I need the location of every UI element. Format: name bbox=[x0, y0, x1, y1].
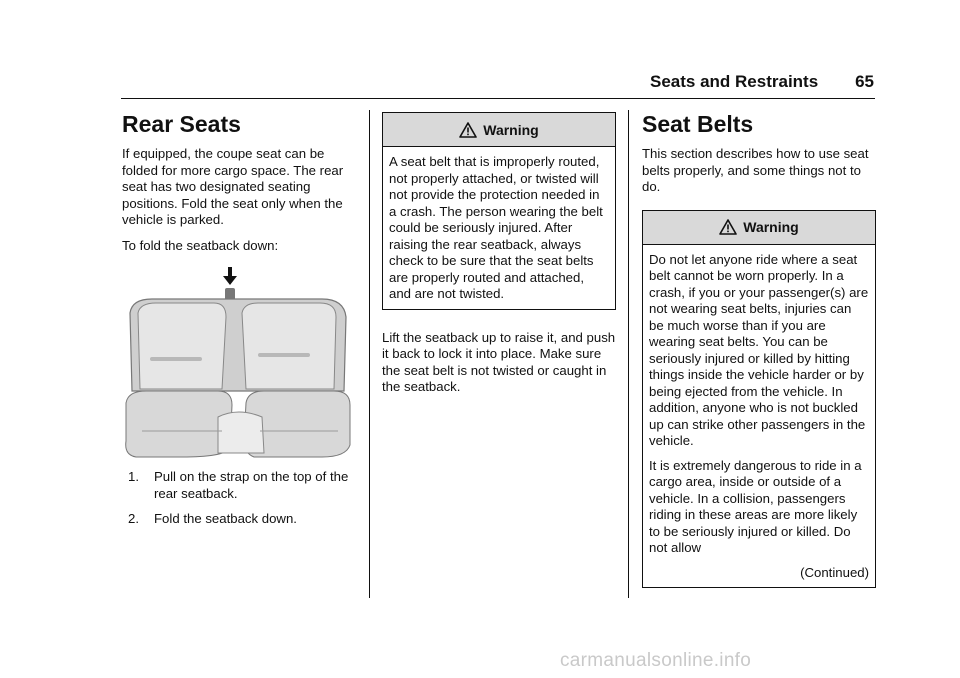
column-warning bbox=[382, 108, 616, 405]
column-seat-belts bbox=[642, 108, 876, 588]
warning-title: Warning bbox=[483, 121, 539, 138]
section-title: Seats and Restraints bbox=[650, 72, 819, 91]
list-item bbox=[122, 511, 356, 528]
warning-triangle-icon bbox=[719, 219, 737, 235]
column-divider-2 bbox=[628, 110, 629, 598]
warning-paragraph-2: It is extremely dangerous to ride in a cargo area, inside or outside of a vehicle. In a collision, passengers riding in these areas are more likely to be seriously injured or killed. Do not allow bbox=[649, 457, 862, 555]
warning-paragraph-1: Do not let anyone ride where a seat belt cannot be worn properly. In a crash, if you or your passenger(s) are not wearing seat belts, injuries can be much worse than if you are wearing seat belts. You can be seriously injured or killed by hitting things inside the vehicle harder or by being ejected from the vehicle. In addition, anyone who is not buckled up can strike other passengers in the vehicle. bbox=[649, 251, 869, 448]
step-text: Fold the seatback down. bbox=[154, 511, 297, 526]
rear-seat-illustration bbox=[122, 263, 356, 459]
warning-title: Warning bbox=[743, 219, 799, 235]
warning-header bbox=[383, 113, 615, 147]
rear-seats-intro: If equipped, the coupe seat can be folded for more cargo space. The rear seat has two designated seating positions. Fold the seat only when the vehicle is parked. bbox=[122, 146, 344, 227]
warning-box bbox=[382, 112, 616, 310]
seat-belts-heading: Seat Belts bbox=[642, 111, 754, 137]
step-number: 2. bbox=[128, 511, 139, 526]
fold-steps-list bbox=[122, 469, 356, 528]
raise-seatback-text: Lift the seatback up to raise it, and push it back to lock it into place. Make sure the seat belt is not twisted or caught in the seatback. bbox=[382, 329, 616, 394]
page-number: 65 bbox=[855, 72, 874, 91]
seat-belts-intro: This section describes how to use seat belts properly, and some things not to do. bbox=[642, 146, 869, 194]
warning-triangle-icon bbox=[459, 122, 477, 138]
warning-body bbox=[643, 245, 875, 588]
warning-body bbox=[383, 147, 615, 309]
watermark: carmanualsonline.info bbox=[560, 650, 752, 671]
step-number: 1. bbox=[128, 469, 139, 484]
fold-lead-text: To fold the seatback down: bbox=[122, 237, 279, 253]
down-arrow-icon bbox=[223, 267, 237, 285]
warning-header bbox=[643, 211, 875, 245]
list-item bbox=[122, 469, 356, 502]
warning-text: A seat belt that is improperly routed, not properly attached, or twisted will not provide the protection needed in a crash. The person wearing the belt could be seriously injured. After raising the rear seatback, always check to be sure that the seat belts are properly routed and attached, and are not twisted. bbox=[389, 154, 603, 301]
warning-box bbox=[642, 210, 876, 589]
header-rule bbox=[121, 98, 875, 99]
step-text: Pull on the strap on the top of the rear seatback. bbox=[154, 469, 349, 501]
page-header bbox=[650, 72, 874, 96]
rear-seats-heading: Rear Seats bbox=[122, 111, 241, 137]
column-divider-1 bbox=[369, 110, 370, 598]
column-rear-seats bbox=[122, 108, 356, 537]
continued-label: (Continued) bbox=[800, 564, 869, 580]
